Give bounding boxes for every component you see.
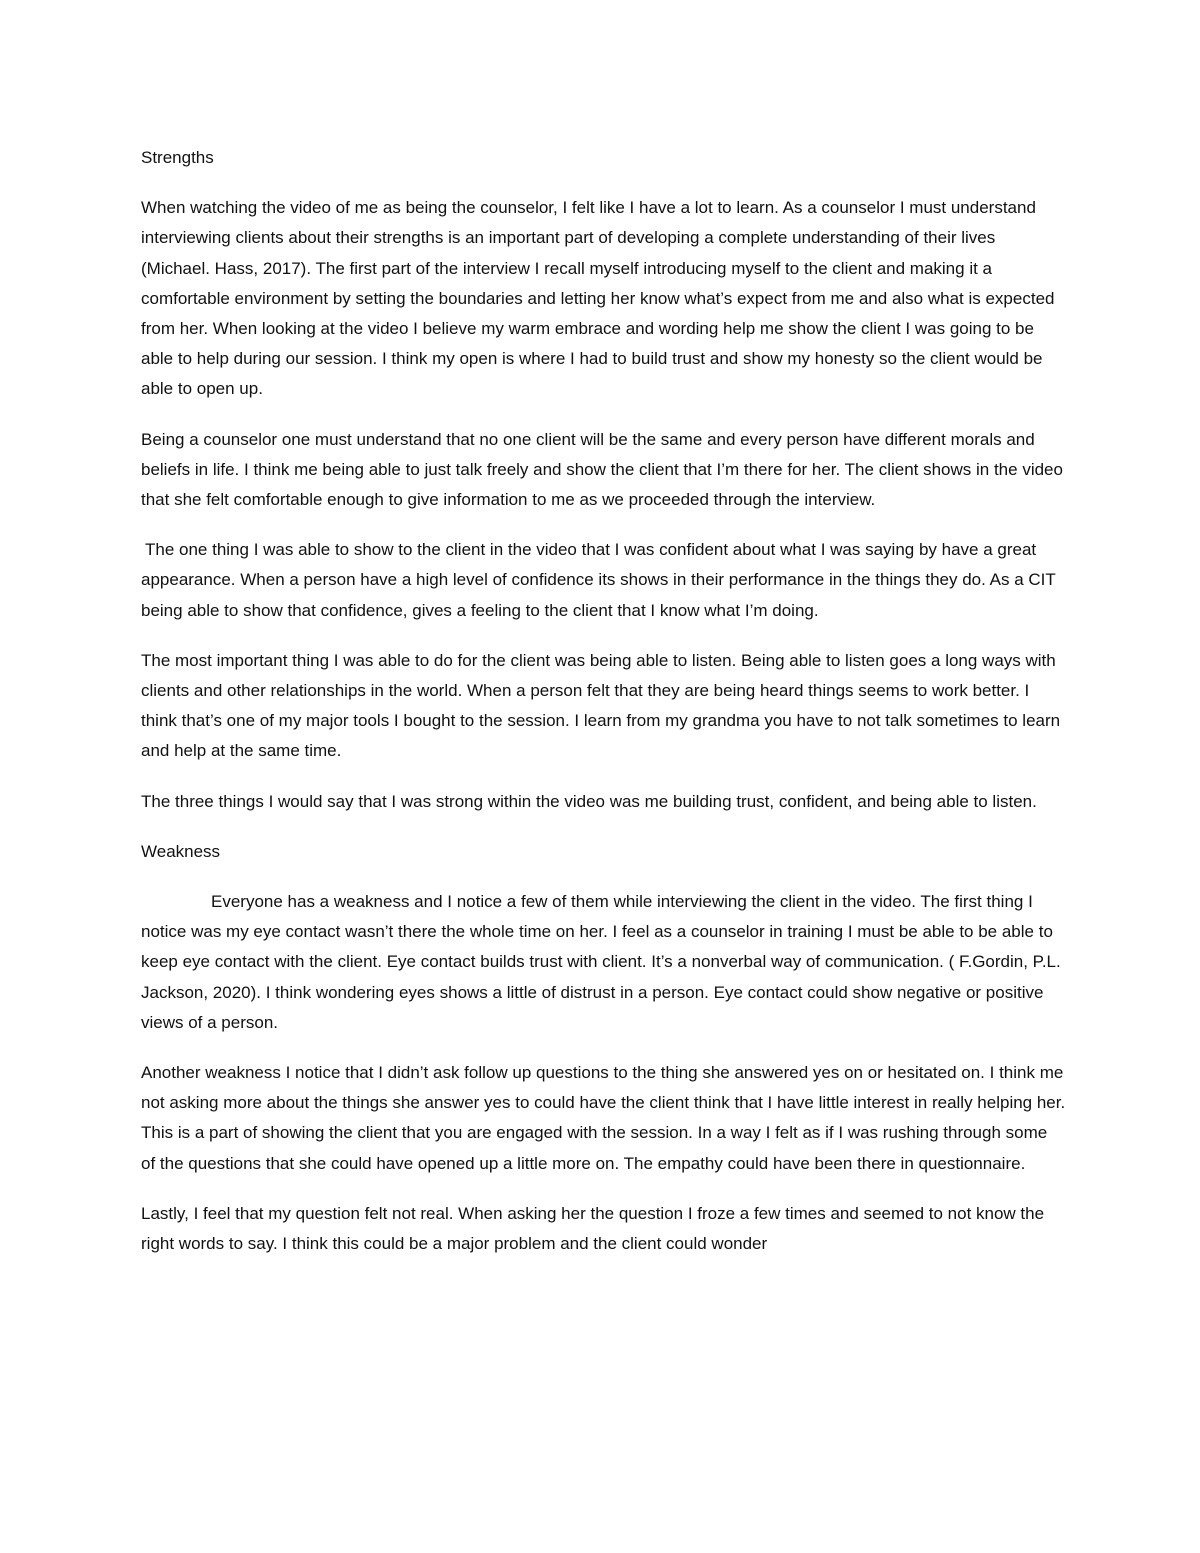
weakness-paragraph-1: Everyone has a weakness and I notice a few of them while interviewing the client in the video. The first thing I notice was my eye contact wasn’t there the whole time on her. I feel as a counselor in training I must be able to be able to keep eye contact with the client. Eye contact builds trust with client. It’s a nonverbal way of communication. ( F.Gordin, P.L. Jackson, 2020). I think wondering eyes shows a little of distrust in a person. Eye contact could show negative or positive views of a person. — [141, 892, 1061, 1032]
document-body — [141, 143, 1066, 1279]
weakness-paragraph-3: Lastly, I feel that my question felt not real. When asking her the question I froze a few times and seemed to not know the right words to say. I think this could be a major problem and the client could wonder — [141, 1203, 1045, 1254]
section-heading-weakness: Weakness — [141, 841, 221, 861]
strengths-paragraph-5: The three things I would say that I was strong within the video was me building trust, confident, and being able to listen. — [141, 791, 1037, 811]
strengths-paragraph-3: The one thing I was able to show to the client in the video that I was confident about what I was saying by have a great appearance. When a person have a high level of confidence its shows in their performance in the things they do. As a CIT being able to show that confidence, gives a feeling to the client that I know what I’m doing. — [141, 540, 1056, 620]
section-heading-strengths: Strengths — [141, 148, 214, 167]
weakness-paragraph-2: Another weakness I notice that I didn’t ask follow up questions to the thing she answered yes on or hesitated on. I think me not asking more about the things she answer yes to could have the client think that I have little interest in really helping her. This is a part of showing the client that you are engaged with the session. In a way I felt as if I was rushing through some of the questions that she could have opened up a little more on. The empathy could have been there in questionnaire. — [141, 1063, 1066, 1173]
strengths-paragraph-4: The most important thing I was able to do for the client was being able to listen. Being able to listen goes a long ways with clients and other relationships in the world. When a person felt that they are being heard things seems to work better. I think that’s one of my major tools I bought to the session. I learn from my grandma you have to not talk sometimes to learn and help at the same time. — [141, 650, 1061, 761]
strengths-paragraph-2: Being a counselor one must understand that no one client will be the same and every person have different morals and beliefs in life. I think me being able to just talk freely and show the client that I’m there for her. The client shows in the video that she felt comfortable enough to give information to me as we proceeded through the interview. — [141, 429, 1063, 510]
strengths-paragraph-1: When watching the video of me as being the counselor, I felt like I have a lot to learn. As a counselor I must understand interviewing clients about their strengths is an important part of developing a complete understanding of their lives (Michael. Hass, 2017). The first part of the interview I recall myself introducing myself to the client and making it a comfortable environment by setting the boundaries and letting her know what’s expect from me and also what is expected from her. When looking at the video I believe my warm embrace and wording help me show the client I was going to be able to help during our session. I think my open is where I had to build trust and show my honesty so the client would be able to open up. — [141, 198, 1055, 399]
